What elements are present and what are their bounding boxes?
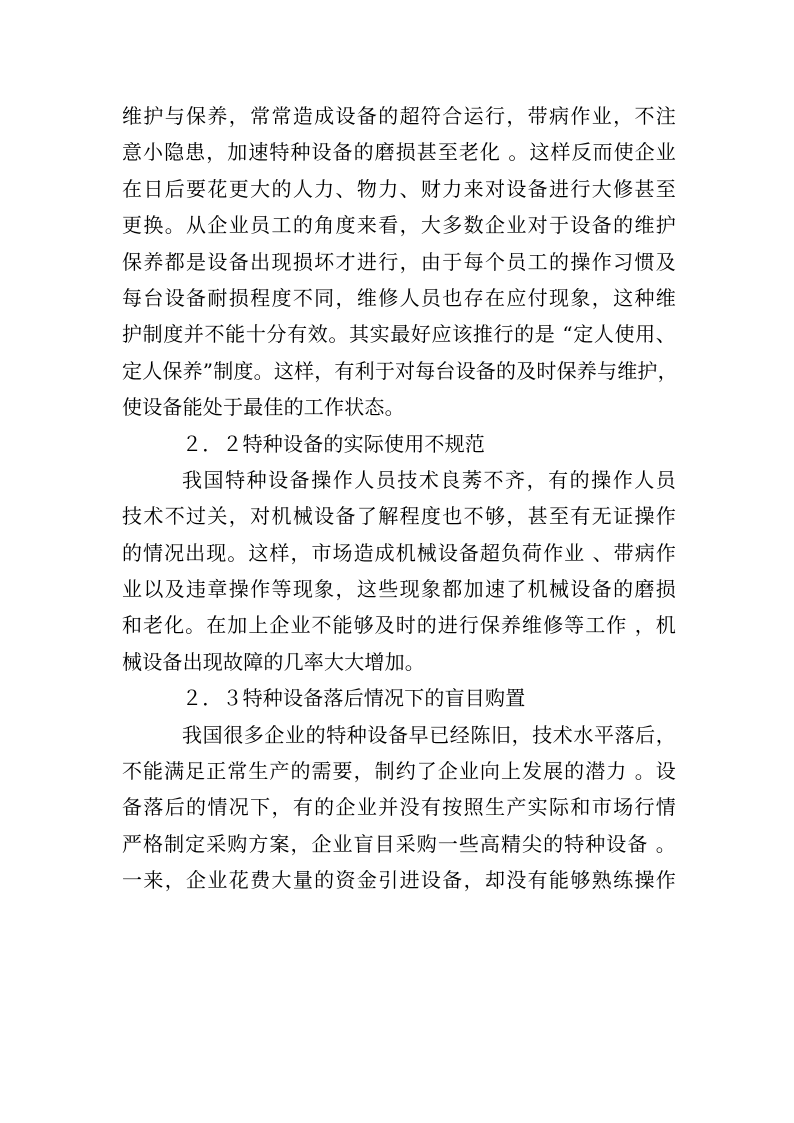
text-line: 在日后要花更大的人力、物力、财力来对设备进行大修甚至 (122, 176, 676, 201)
text-line: 业以及违章操作等现象，这些现象都加速了机械设备的磨损 (122, 577, 676, 602)
text-line: 我国很多企业的特种设备早已经陈旧，技术水平落后， (182, 722, 676, 747)
paragraph-purchasing (122, 717, 676, 899)
text-line: 备落后的情况下，有的企业并没有按照生产实际和市场行情 (122, 795, 676, 820)
section-heading: ２．３特种设备落后情况下的盲目购置 (182, 686, 526, 711)
text-line: 的情况出现。这样，市场造成机械设备超负荷作业 、带病作 (122, 540, 676, 565)
section-heading-2-2 (122, 426, 676, 462)
text-line: 意小隐患，加速特种设备的磨损甚至老化 。这样反而使企业 (122, 140, 676, 165)
text-line: 使设备能处于最佳的工作状态。 (122, 395, 405, 420)
text-line: 一来，企业花费大量的资金引进设备，却没有能够熟练操作 (122, 868, 676, 893)
text-line: 定人保养”制度。这样，有利于对每台设备的及时保养与维护， (122, 358, 678, 383)
text-line: 保养都是设备出现损坏才进行，由于每个员工的操作习惯及 (122, 249, 676, 274)
paragraph-operators (122, 462, 676, 680)
text-line: 更换。从企业员工的角度来看，大多数企业对于设备的维护 (122, 213, 676, 238)
text-line: 不能满足正常生产的需要，制约了企业向上发展的潜力 。设 (122, 759, 676, 784)
section-heading: ２．２特种设备的实际使用不规范 (182, 431, 485, 456)
text-line: 械设备出现故障的几率大大增加。 (122, 649, 425, 674)
document-body (122, 98, 676, 899)
text-line: 每台设备耐损程度不同，维修人员也存在应付现象，这种维 (122, 285, 676, 310)
text-line: 维护与保养，常常造成设备的超符合运行，带病作业，不注 (122, 104, 676, 128)
text-line: 护制度并不能十分有效。其实最好应该推行的是 “定人使用、 (122, 322, 676, 347)
paragraph-maintenance (122, 98, 676, 426)
section-heading-2-3 (122, 680, 676, 716)
text-line: 严格制定采购方案，企业盲目采购一些高精尖的特种设备 。 (122, 831, 676, 856)
text-line: 和老化。在加上企业不能够及时的进行保养维修等工作 ，机 (122, 613, 676, 638)
text-line: 技术不过关，对机械设备了解程度也不够，甚至有无证操作 (122, 504, 676, 529)
text-line: 我国特种设备操作人员技术良莠不齐，有的操作人员 (182, 467, 676, 492)
